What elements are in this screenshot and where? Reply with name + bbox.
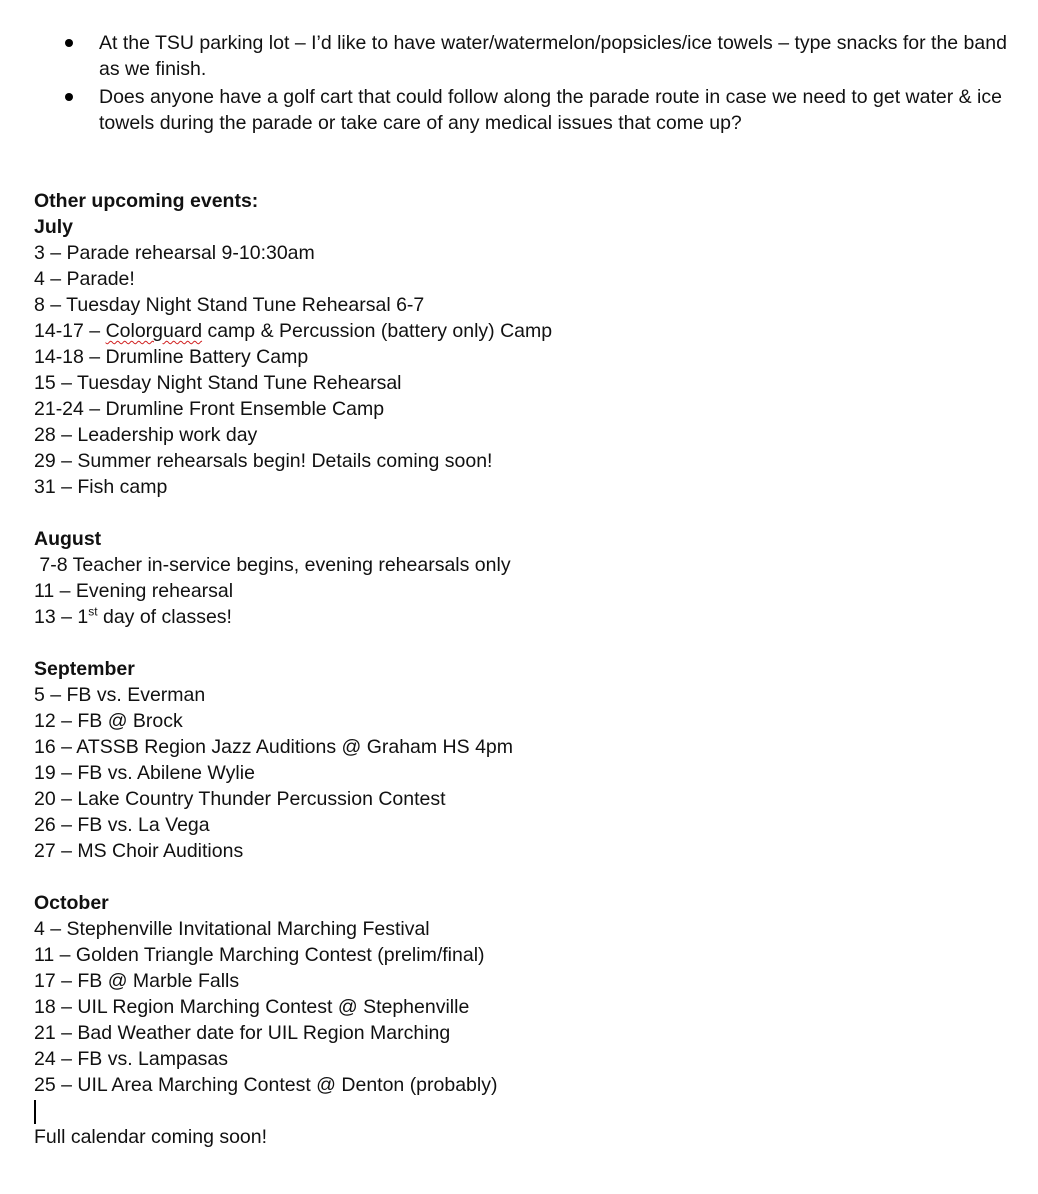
event-item: 20 – Lake Country Thunder Percussion Contest <box>34 788 446 810</box>
blank-line <box>34 864 1009 890</box>
event-item-first-day <box>34 604 1009 630</box>
event-item: 25 – UIL Area Marching Contest @ Denton (probably) <box>34 1074 498 1096</box>
event-item: 8 – Tuesday Night Stand Tune Rehearsal 6-7 <box>34 294 425 316</box>
event-item: 18 – UIL Region Marching Contest @ Stephenville <box>34 996 470 1018</box>
bullet-item <box>34 30 1009 82</box>
blank-line <box>34 630 1009 656</box>
event-item: 16 – ATSSB Region Jazz Auditions @ Graham HS 4pm <box>34 736 513 758</box>
bullet-list <box>34 30 1009 136</box>
event-item: 4 – Stephenville Invitational Marching Festival <box>34 918 430 940</box>
event-item: 21 – Bad Weather date for UIL Region Marching <box>34 1022 451 1044</box>
month-heading-august: August <box>34 528 102 550</box>
event-item: 11 – Golden Triangle Marching Contest (prelim/final) <box>34 944 485 966</box>
event-item: 24 – FB vs. Lampasas <box>34 1048 229 1070</box>
bullet-dot-icon <box>65 93 73 101</box>
event-item: 31 – Fish camp <box>34 476 168 498</box>
event-item: 11 – Evening rehearsal <box>34 580 234 602</box>
month-heading-october: October <box>34 892 109 914</box>
event-item: 7-8 Teacher in-service begins, evening rehearsals only <box>34 554 511 576</box>
ordinal-suffix: st <box>88 604 98 619</box>
event-item: 15 – Tuesday Night Stand Tune Rehearsal <box>34 372 402 394</box>
footer-note: Full calendar coming soon! <box>34 1126 268 1148</box>
event-item: 19 – FB vs. Abilene Wylie <box>34 762 255 784</box>
event-text: camp & Percussion (battery only) Camp <box>202 320 553 342</box>
event-item: 28 – Leadership work day <box>34 424 258 446</box>
event-item: 3 – Parade rehearsal 9-10:30am <box>34 242 315 264</box>
event-item: 14-18 – Drumline Battery Camp <box>34 346 309 368</box>
event-item: 26 – FB vs. La Vega <box>34 814 210 836</box>
bullet-text: At the TSU parking lot – I’d like to have water/watermelon/popsicles/ice towels – type snacks for the band as we finish. <box>99 32 1007 80</box>
event-text: day of classes! <box>97 606 232 628</box>
event-item: 5 – FB vs. Everman <box>34 684 206 706</box>
text-cursor <box>34 1100 36 1124</box>
event-item-colorguard <box>34 318 1009 344</box>
event-item: 17 – FB @ Marble Falls <box>34 970 240 992</box>
bullet-item <box>34 84 1009 136</box>
event-item: 12 – FB @ Brock <box>34 710 183 732</box>
bullet-dot-icon <box>65 39 73 47</box>
events-heading: Other upcoming events: <box>34 190 259 212</box>
document-body <box>34 30 1009 1150</box>
month-heading-september: September <box>34 658 135 680</box>
blank-line <box>34 500 1009 526</box>
event-text: 14-17 – <box>34 320 106 342</box>
event-item: 27 – MS Choir Auditions <box>34 840 244 862</box>
month-heading-july: July <box>34 216 74 238</box>
cursor-line[interactable] <box>34 1098 1009 1124</box>
event-item: 4 – Parade! <box>34 268 135 290</box>
event-text: 13 – 1 <box>34 606 89 628</box>
event-item: 21-24 – Drumline Front Ensemble Camp <box>34 398 385 420</box>
bullet-text: Does anyone have a golf cart that could follow along the parade route in case we need to get water & ice towels during the parade or take care of any medical issues that come up? <box>99 86 1002 134</box>
event-item: 29 – Summer rehearsals begin! Details coming soon! <box>34 450 493 472</box>
spellcheck-word[interactable]: Colorguard <box>105 320 203 342</box>
